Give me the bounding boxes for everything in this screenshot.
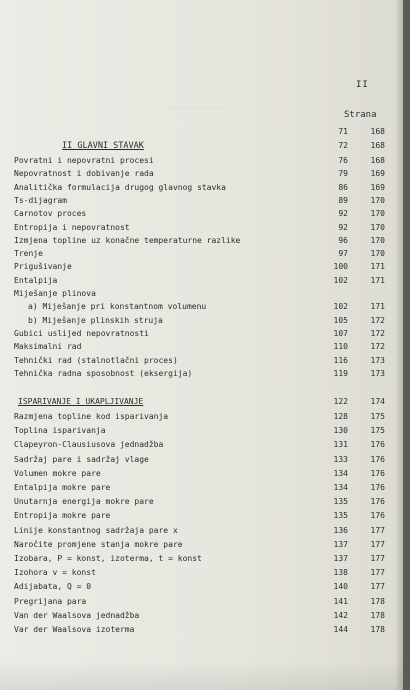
- toc-entry: [14, 624, 394, 636]
- toc-entry-title: Entropija mokre pare: [14, 511, 111, 521]
- page-ref-1: 116: [333, 355, 348, 365]
- page-ref-1: 134: [333, 483, 348, 492]
- page-ref-2: 172: [370, 342, 385, 352]
- page-shadow: [0, 660, 403, 690]
- page-ref-1: 130: [333, 426, 348, 436]
- toc-entry: [14, 439, 394, 451]
- toc-entry-title: b) Miješanje plinskih struja: [28, 315, 163, 325]
- toc-entry: [14, 328, 394, 340]
- page-ref-1: 96: [338, 235, 348, 245]
- toc-entry: [14, 368, 394, 380]
- page-ref-2: 170: [370, 235, 385, 245]
- section2-first-pages: [14, 126, 394, 138]
- toc-entry: [14, 510, 394, 522]
- page-ref-1: 76: [338, 156, 348, 165]
- toc-entry: [14, 610, 394, 622]
- toc-entry: [14, 341, 394, 353]
- page-ref-1: 119: [333, 368, 348, 378]
- page-ref-1: 107: [333, 328, 348, 338]
- toc-entry: [14, 182, 394, 194]
- page-ref-2: 176: [370, 497, 385, 507]
- page-ref-2: 175: [370, 412, 385, 421]
- page-ref-2: 170: [370, 249, 385, 259]
- page-number: II: [356, 80, 369, 90]
- page-ref-2: 172: [370, 315, 385, 325]
- toc-entry: [14, 288, 394, 300]
- page-ref-1: 102: [333, 302, 348, 312]
- section2-heading: [14, 140, 394, 152]
- page-ref-2: 176: [370, 483, 385, 492]
- toc-entry: [14, 235, 394, 247]
- toc-entry: [14, 425, 394, 437]
- page-ref-2: 173: [370, 355, 385, 365]
- page-ref-1: 102: [333, 275, 348, 285]
- page-ref-2: 176: [370, 511, 385, 521]
- page-ref-2: 177: [370, 582, 385, 592]
- toc-entry: [14, 496, 394, 508]
- page-ref-1: 131: [333, 440, 348, 450]
- page-ref-2: 173: [370, 368, 385, 378]
- page-ref-2: 171: [370, 302, 385, 312]
- toc-entry-title: Analitička formulacija drugog glavnog stavka: [14, 182, 226, 192]
- page-ref-2: 178: [370, 596, 385, 606]
- toc-entry-title: Pregrijana para: [14, 596, 87, 606]
- toc-entry: [14, 301, 394, 313]
- toc-entry: [14, 525, 394, 537]
- toc-entry-title: Izmjena topline uz konačne temperaturne razlike: [14, 235, 241, 245]
- toc-entry-title: Sadržaj pare i sadržaj vlage: [14, 454, 149, 464]
- toc-entry-title: Povratni i nepovratni procesi: [14, 156, 154, 165]
- toc-entry-title: Var der Waalsova izoterma: [14, 625, 135, 634]
- toc-entry-title: Volumen mokre pare: [14, 468, 101, 478]
- toc-entry-title: Maksimalni rad: [14, 342, 82, 352]
- page-ref-1: 92: [338, 209, 348, 219]
- toc-entry-title: Prigušivanje: [14, 262, 72, 272]
- toc-entry-title: Clapeyron-Clausiusova jednadžba: [14, 440, 164, 450]
- page-ref-1: 142: [333, 610, 348, 620]
- toc-entry-title: a) Miješanje pri konstantnom volumenu: [28, 302, 207, 312]
- toc-entry-title: Nepovratnost i dobivanje rada: [14, 169, 154, 179]
- toc-entry: [14, 315, 394, 327]
- toc-entry-title: Trenje: [14, 249, 43, 259]
- page-ref-1: 89: [338, 195, 348, 205]
- page-ref-1: 92: [338, 222, 348, 232]
- toc-entry: [14, 355, 394, 367]
- page-ref-2: 175: [370, 426, 385, 436]
- page-ref-1: 135: [333, 497, 348, 507]
- page-ref-2: 178: [370, 625, 385, 634]
- toc-entry-title: Linije konstantnog sadržaja pare x: [14, 525, 178, 535]
- page-ref-2: 168: [370, 127, 385, 136]
- column-header: Strana: [344, 110, 377, 120]
- page-ref-2: 177: [370, 539, 385, 549]
- toc-entry-title: Carnotov proces: [14, 209, 87, 219]
- toc-entry-title: Unutarnja energija mokre pare: [14, 497, 154, 507]
- page-ref-1: 134: [333, 468, 348, 478]
- page-ref-1: 128: [333, 412, 348, 421]
- toc-entry-title: Entalpija: [14, 275, 58, 285]
- page-ref-1: 86: [338, 182, 348, 192]
- toc-entry: [14, 454, 394, 466]
- toc-entry-title: Izohora v = konst: [14, 568, 96, 578]
- page-ref-1: 71: [338, 127, 348, 136]
- page-ref-1: 133: [333, 454, 348, 464]
- page-ref-2: 171: [370, 262, 385, 272]
- toc-entry-title: Van der Waalsova jednadžba: [14, 610, 140, 620]
- page-ref-2: 169: [370, 169, 385, 179]
- page-ref-2: 174: [370, 397, 385, 406]
- page-ref-1: 110: [333, 342, 348, 352]
- page-ref-1: 105: [333, 315, 348, 325]
- section-title: II GLAVNI STAVAK: [62, 141, 144, 151]
- page-edge: [396, 0, 403, 690]
- toc-entry: [14, 168, 394, 180]
- page-ref-1: 138: [333, 568, 348, 578]
- toc-entry-title: Tehnička radna sposobnost (eksergija): [14, 368, 193, 378]
- toc-entry-title: Toplina isparivanja: [14, 426, 106, 436]
- page-ref-2: 177: [370, 568, 385, 578]
- toc-entry: [14, 596, 394, 608]
- toc-entry: [14, 155, 394, 167]
- page-ref-1: 136: [333, 525, 348, 535]
- page-ref-1: 137: [333, 539, 348, 549]
- page-ref-2: 170: [370, 222, 385, 232]
- toc-entry-title: Naročite promjene stanja mokre pare: [14, 539, 183, 549]
- toc-entry: [14, 261, 394, 273]
- toc-entry-title: Miješanje plinova: [14, 289, 96, 298]
- toc-entry: [14, 482, 394, 494]
- page-ref-2: 176: [370, 440, 385, 450]
- toc-entry-title: Razmjena topline kod isparivanja: [14, 412, 169, 421]
- page-ref-2: 168: [370, 156, 385, 165]
- toc-entry-title: Tehnički rad (stalnotlačni proces): [14, 355, 178, 365]
- toc-entry-title: Ts-dijagram: [14, 195, 67, 205]
- toc-entry: [14, 275, 394, 287]
- bleed-through-mark: [166, 99, 226, 108]
- toc-entry: [14, 222, 394, 234]
- page-ref-1: 141: [333, 596, 348, 606]
- toc-entry: [14, 567, 394, 579]
- page-ref-2: 170: [370, 209, 385, 219]
- section3-heading: [14, 396, 394, 408]
- page-ref-2: 169: [370, 182, 385, 192]
- toc-entry: [14, 208, 394, 220]
- page-ref-2: 168: [370, 141, 385, 150]
- page-ref-2: 177: [370, 525, 385, 535]
- toc-entry: [14, 581, 394, 593]
- page-ref-1: 135: [333, 511, 348, 521]
- toc-entry: [14, 195, 394, 207]
- page-ref-1: 97: [338, 249, 348, 259]
- page-ref-1: 137: [333, 554, 348, 563]
- toc-entry: [14, 411, 394, 423]
- toc-entry-title: Entalpija mokre pare: [14, 483, 111, 492]
- toc-entry-title: Adijabata, Q = 0: [14, 582, 92, 592]
- page-ref-2: 176: [370, 454, 385, 464]
- page-ref-1: 79: [338, 169, 348, 179]
- toc-entry: [14, 248, 394, 260]
- toc-entry-title: Gubici uslijed nepovratnosti: [14, 328, 149, 338]
- toc-entry: [14, 539, 394, 551]
- page-ref-2: 178: [370, 610, 385, 620]
- page-ref-2: 170: [370, 195, 385, 205]
- page-ref-2: 171: [370, 275, 385, 285]
- page-ref-1: 144: [333, 625, 348, 634]
- page-ref-1: 122: [333, 397, 348, 406]
- page-ref-1: 72: [338, 141, 348, 150]
- page-ref-1: 140: [333, 582, 348, 592]
- page-ref-2: 176: [370, 468, 385, 478]
- page-ref-2: 177: [370, 554, 385, 563]
- toc-entry-title: Entropija i nepovratnost: [14, 222, 130, 232]
- toc-entry: [14, 553, 394, 565]
- toc-entry-title: Izobara, P = konst, izoterma, t = konst: [14, 554, 202, 563]
- toc-entry: [14, 468, 394, 480]
- page-ref-2: 172: [370, 328, 385, 338]
- page-ref-1: 100: [333, 262, 348, 272]
- section-title: ISPARIVANJE I UKAPLJIVANJE: [18, 397, 144, 406]
